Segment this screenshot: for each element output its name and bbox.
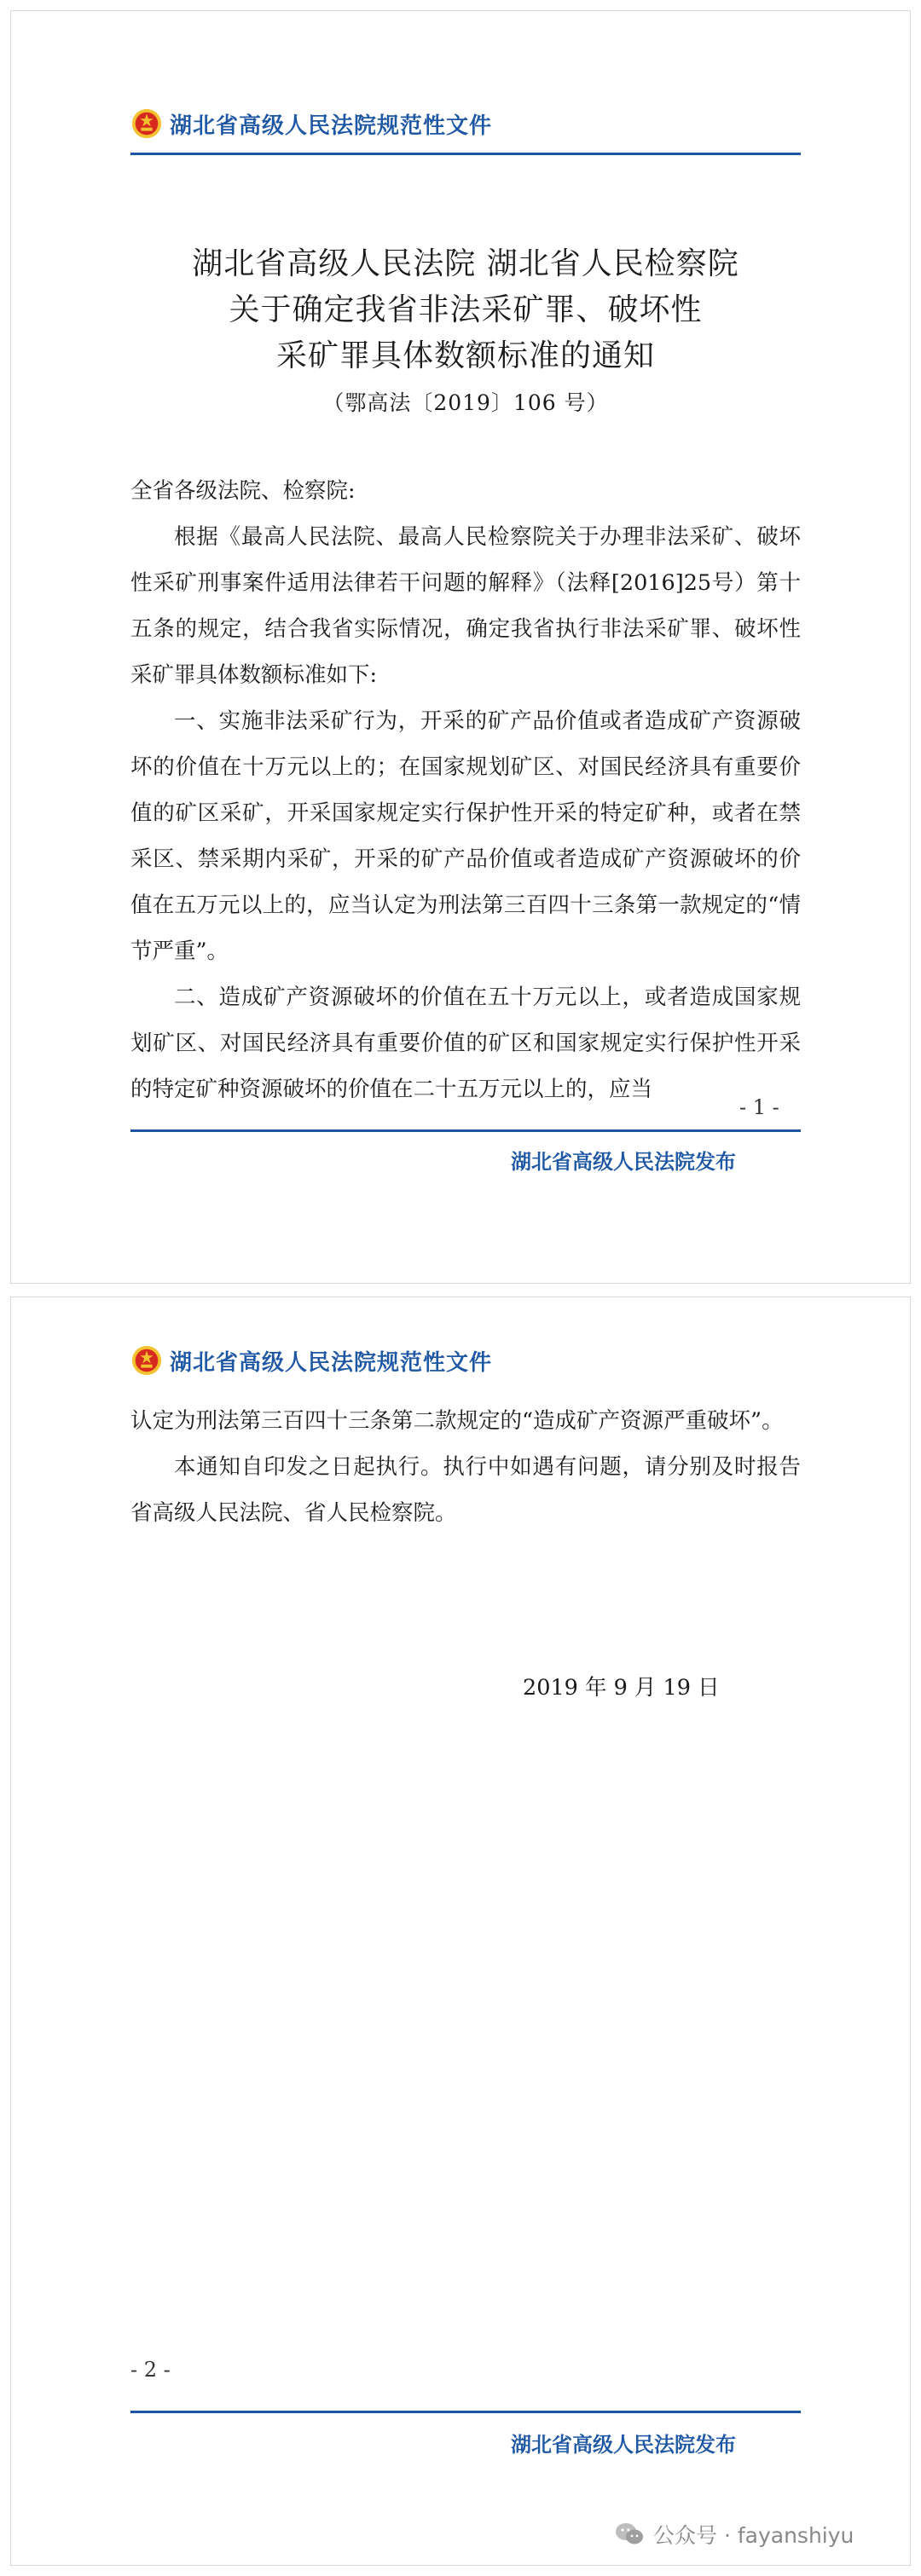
header-title: 湖北省高级人民法院规范性文件	[170, 113, 493, 139]
page-header	[130, 1342, 492, 1379]
national-emblem-icon	[130, 1344, 163, 1377]
footer-divider	[130, 2411, 801, 2413]
page-header	[130, 105, 492, 142]
paragraph: 二、造成矿产资源破坏的价值在五十万元以上，或者造成国家规划矿区、对国民经济具有重要价值的矿区和国家规定实行保护性开采的特定矿种资源破坏的价值在二十五万元以上的，应当	[130, 985, 801, 1102]
document-number: （鄂高法〔2019〕106 号）	[322, 390, 609, 415]
footer-publisher: 湖北省高级人民法院发布	[511, 1150, 736, 1174]
header-divider	[130, 153, 801, 155]
footer-publisher: 湖北省高级人民法院发布	[511, 2433, 736, 2457]
header-title: 湖北省高级人民法院规范性文件	[170, 1349, 493, 1376]
title-line: 湖北省高级人民法院 湖北省人民检察院	[192, 246, 739, 281]
paragraph: 认定为刑法第三百四十三条第二款规定的“造成矿产资源严重破坏”。	[130, 1408, 784, 1434]
wechat-watermark	[614, 2519, 854, 2550]
national-emblem-icon	[130, 107, 163, 140]
document-title	[130, 241, 801, 422]
watermark-text: 公众号 · fayanshiyu	[653, 2523, 854, 2548]
document-body	[130, 1398, 801, 1536]
title-line: 关于确定我省非法采矿罪、破坏性	[229, 292, 703, 327]
page-number: - 2 -	[130, 2358, 171, 2382]
footer-divider	[130, 1129, 801, 1132]
wechat-icon	[614, 2521, 645, 2547]
paragraph: 一、实施非法采矿行为，开采的矿产品价值或者造成矿产资源破坏的价值在十万元以上的；在国家规划矿区、对国民经济具有重要价值的矿区采矿，开采国家规定实行保护性开采的特定矿种，或者在禁采区、禁采期内采矿，开采的矿产品价值或者造成矿产资源破坏的价值在五万元以上的，应当认定为刑法第三百四十三条第一款规定的“情节严重”。	[130, 708, 801, 964]
issue-date: 2019 年 9 月 19 日	[523, 1675, 720, 1701]
paragraph: 本通知自印发之日起执行。执行中如遇有问题，请分别及时报告省高级人民法院、省人民检察院。	[130, 1454, 801, 1526]
document-body	[130, 468, 801, 1112]
addressee: 全省各级法院、检察院:	[130, 478, 356, 504]
document-page-1	[10, 10, 911, 1284]
page-number: - 1 -	[739, 1095, 779, 1119]
document-page-2	[10, 1297, 911, 2566]
paragraph: 根据《最高人民法院、最高人民检察院关于办理非法采矿、破坏性采矿刑事案件适用法律若干问题的解释》（法释[2016]25号）第十五条的规定，结合我省实际情况，确定我省执行非法采矿罪、破坏性采矿罪具体数额标准如下:	[130, 524, 801, 688]
title-line: 采矿罪具体数额标准的通知	[275, 338, 655, 373]
